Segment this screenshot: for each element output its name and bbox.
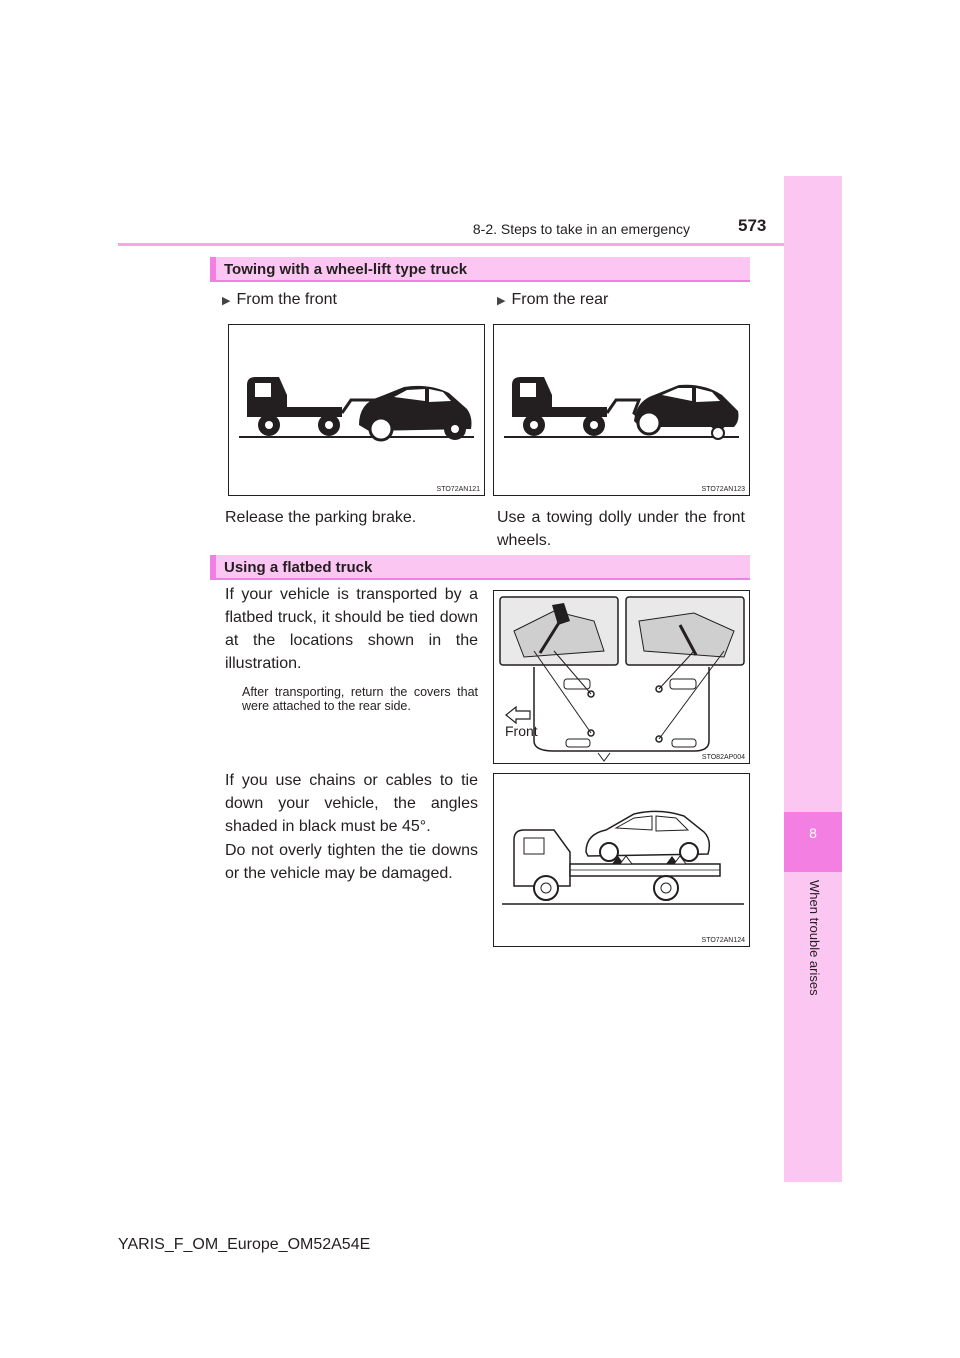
flatbed-paragraph-3: Do not overly tighten the tie downs or the vehicle may be damaged. (225, 842, 478, 882)
caption-rear: Use a towing dolly under the front wheels. (497, 509, 745, 549)
flatbed-truck-illustration (494, 774, 749, 946)
figure-tie-down-locations (493, 590, 750, 764)
figure-tow-rear (493, 324, 750, 496)
subheading-from-front (222, 291, 337, 309)
figure-code: STO82AP004 (701, 754, 745, 761)
figure-flatbed-truck (493, 773, 750, 947)
section-heading-flatbed: Using a flatbed truck (210, 555, 750, 580)
flatbed-paragraph-2: If you use chains or cables to tie down your vehicle, the angles shaded in black must be 45°. (225, 772, 478, 835)
figure-code: STO72AN124 (701, 937, 745, 944)
figure-tow-front (228, 324, 485, 496)
triangle-bullet-icon: ▶ (497, 295, 506, 307)
chapter-number: 8 (809, 825, 817, 841)
header-section-title: 8-2. Steps to take in an emergency (472, 221, 690, 237)
section-heading-wheel-lift: Towing with a wheel-lift type truck (210, 257, 750, 282)
chapter-title: When trouble arises (807, 880, 822, 996)
front-direction-label: Front (505, 723, 538, 739)
document-footer-id: YARIS_F_OM_Europe_OM52A54E (118, 1236, 371, 1253)
header-divider (118, 243, 841, 246)
caption-front: Release the parking brake. (225, 509, 417, 526)
flatbed-note: After transporting, return the covers that were attached to the rear side. (242, 685, 478, 713)
subheading-from-rear-label: From the rear (511, 291, 609, 308)
figure-code: STO72AN121 (436, 486, 480, 493)
chapter-side-tab (784, 176, 842, 1182)
page-number: 573 (738, 216, 767, 235)
figure-code: STO72AN123 (701, 486, 745, 493)
subheading-from-front-label: From the front (236, 291, 337, 308)
triangle-bullet-icon: ▶ (222, 295, 231, 307)
tow-truck-front-illustration (229, 325, 484, 495)
tow-truck-rear-illustration (494, 325, 749, 495)
subheading-from-rear (497, 291, 608, 309)
flatbed-paragraph-1: If your vehicle is transported by a flatbed truck, it should be tied down at the locations shown in the illustration. (225, 586, 478, 672)
chapter-number-tab (784, 812, 842, 872)
